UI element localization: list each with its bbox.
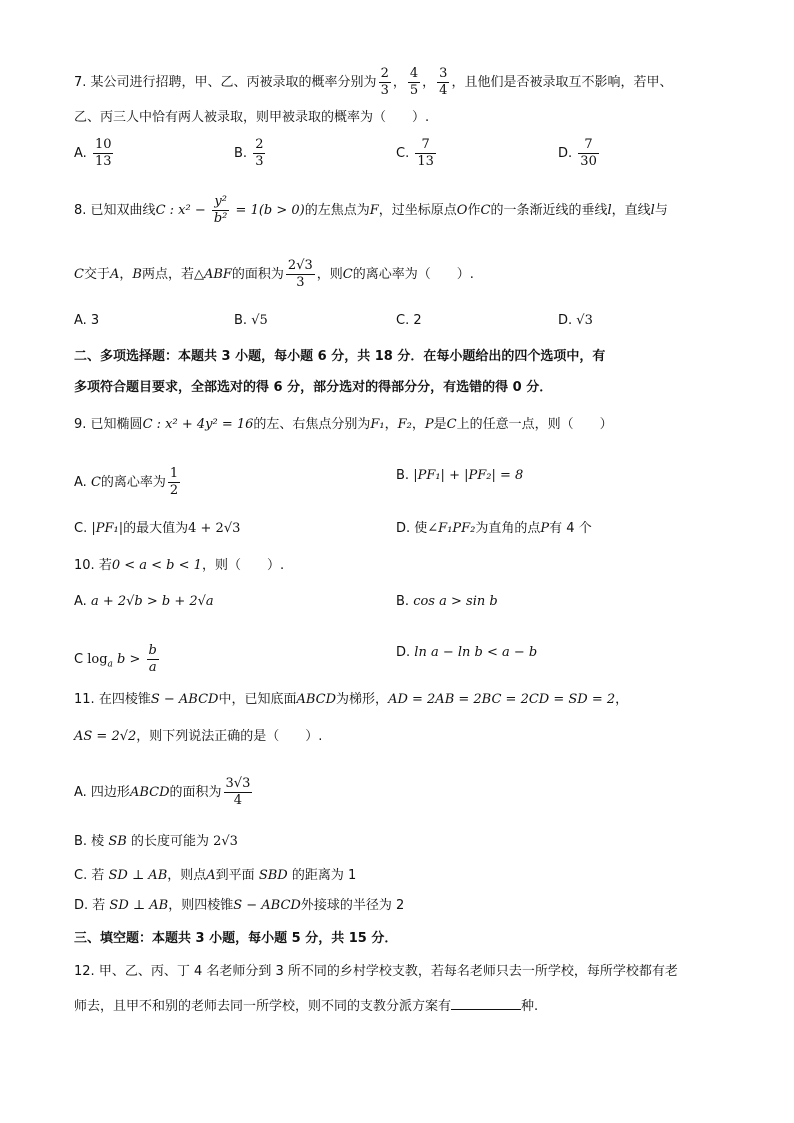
q7-frac1: $\frac{2}{3}$ — [380, 66, 389, 98]
section2-heading-line1: 二、多项选择题：本题共 3 小题，每小题 6 分，共 18 分．在每小题给出的四个选项中，有 — [74, 349, 606, 364]
q11-option-d: D. 若 SD ⊥ AB，则四棱锥S − ABCD外接球的半径为 2 — [74, 898, 405, 913]
q8-line2: C交于A，B两点，若△ABF的面积为 $\frac{2√3}{3}$ ，则C的离心率为（ ）. — [74, 258, 474, 290]
answer-blank[interactable] — [451, 995, 521, 1010]
q11-option-c: C. 若 SD ⊥ AB，则点A到平面 SBD 的距离为 1 — [74, 868, 357, 883]
q7-frac3: $\frac{3}{4}$ — [439, 66, 448, 98]
q7-line2: 乙、丙三人中恰有两人被录取，则甲被录取的概率为（ ）. — [74, 110, 430, 125]
q12-line2: 师去，且甲不和别的老师去同一所学校，则不同的支教分派方案有 种. — [74, 995, 538, 1017]
q8-option-d: D. √3 — [558, 313, 593, 328]
q10-stem: 10. 若0 < a < b < 1，则（ ）. — [74, 558, 285, 573]
section2-heading-line2: 多项符合题目要求，全部选对的得 6 分，部分选对的得部分分，有选错的得 0 分． — [74, 380, 553, 395]
q11-line2: AS = 2√2，则下列说法正确的是（ ）. — [74, 729, 323, 744]
q7-option-b: B. $\frac{2}{3}$ — [234, 137, 264, 169]
q10-option-c: C $\log_a b$ > $\frac{b}{a}$ — [74, 643, 157, 675]
q7-option-d: D. $\frac{7}{30}$ — [558, 137, 597, 169]
q7-frac2: $\frac{4}{5}$ — [409, 66, 419, 98]
q12-line1: 12. 甲、乙、丙、丁 4 名老师分到 3 所不同的乡村学校支教，若每名老师只去一所学校，每所学校都有老 — [74, 964, 678, 979]
q8-option-a: A. 3 — [74, 313, 100, 328]
q8-line1: 8. 已知双曲线C : x² − $\frac{\text{y²}}{\text{b²}}$ = 1(b > 0)的左焦点为F，过坐标原点O作C的一条渐近线的垂线l，直线l与 — [74, 194, 668, 226]
q10-option-d: D. ln a − ln b < a − b — [396, 645, 538, 660]
q9-option-b: B. |PF₁| + |PF₂| = 8 — [396, 468, 524, 483]
q11-option-b: B. 棱 SB 的长度可能为 2√3 — [74, 834, 238, 849]
q9-stem: 9. 已知椭圆C : x² + 4y² = 16的左、右焦点分别为F₁，F₂，P是C上的任意一点，则（ ） — [74, 417, 613, 432]
q9-option-c: C. |PF₁|的最大值为4 + 2√3 — [74, 521, 241, 536]
q9-option-d: D. 使∠F₁PF₂为直角的点P有 4 个 — [396, 521, 592, 536]
q8-option-c: C. 2 — [396, 313, 422, 328]
q11-line1: 11. 在四棱锥S − ABCD中，已知底面ABCD为梯形，AD = 2AB = 2BC = 2CD = SD = 2， — [74, 692, 629, 707]
q10-option-a: A. a + 2√b > b + 2√a — [74, 594, 214, 609]
q8-option-b: B. √5 — [234, 313, 268, 328]
q7-line1: 7. 某公司进行招聘，甲、乙、丙被录取的概率分别为 $\frac{2}{3}$ ， $\frac{4}{5}$ ， $\frac{3}{4}$ ，且他们是否被录取互不影响，若甲、 — [74, 66, 673, 98]
q7-option-a: A. $\frac{10}{13}$ — [74, 137, 112, 169]
q9-option-a: A. C的离心率为 $\frac{1}{2}$ — [74, 466, 179, 498]
q10-option-b: B. cos a > sin b — [396, 594, 498, 609]
section3-heading: 三、填空题：本题共 3 小题，每小题 5 分，共 15 分． — [74, 931, 398, 946]
q11-option-a: A. 四边形ABCD的面积为 $\frac{3√3}{4}$ — [74, 776, 251, 808]
q7-option-c: C. $\frac{7}{13}$ — [396, 137, 434, 169]
